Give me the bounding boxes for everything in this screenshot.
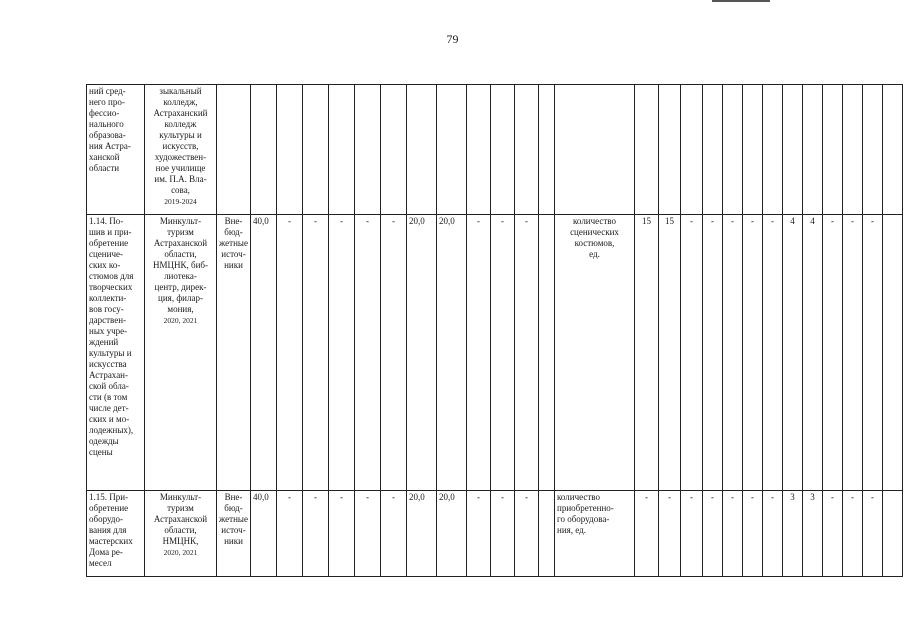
funding-value-cell: [303, 85, 329, 215]
funding-value-cell: [355, 85, 381, 215]
table-row: [87, 85, 903, 215]
funding-value-cell: [381, 85, 407, 215]
indicator-value-cell: -: [763, 491, 783, 577]
funding-value-cell: -: [491, 491, 515, 577]
funding-value-cell: -: [355, 215, 381, 491]
funding-value-cell: [277, 85, 303, 215]
measure-name: 1.14. По- шив и при- обретение сцениче- ских ко- стюмов для творческих коллекти- вов госу- дарствен- ных учре- ждений культуры и искусства Астрахан- ской обла- сти (в том числе дет- ских и мо- лодежных), одежды сцены: [89, 216, 134, 457]
indicator-value-cell: [681, 85, 703, 215]
funding-source-cell: [217, 85, 251, 215]
executor-text: Минкульт- туризм Астраханской области, НМЦНК, биб- лиотека- центр, дирек- ция, филар- мония,: [153, 216, 208, 314]
funding-value-cell: 20,0: [437, 491, 467, 577]
funding-value-cell: -: [329, 215, 355, 491]
executor-text: зыкальный колледж, Астраханский колледж культуры и искусств, художествен- ное училище им. П.А. Вла- сова,: [153, 86, 208, 195]
funding-value-cell: 20,0: [437, 215, 467, 491]
indicator-value-cell: [883, 215, 903, 491]
executor-years: 2019-2024: [164, 197, 197, 206]
indicator-cell: [555, 491, 635, 577]
executor-years: 2020, 2021: [163, 548, 198, 557]
funding-value-cell: -: [277, 491, 303, 577]
indicator-value-cell: -: [843, 215, 863, 491]
funding-value-cell: -: [329, 491, 355, 577]
indicator-value-cell: 15: [635, 215, 659, 491]
indicator-value-cell: [863, 85, 883, 215]
indicator-value-cell: -: [703, 215, 723, 491]
funding-value-cell: -: [381, 491, 407, 577]
measure-name-cell: [87, 491, 145, 577]
funding-value-cell: [515, 85, 539, 215]
funding-value-cell: [539, 491, 555, 577]
executor-text: Минкульт- туризм Астраханской области, НМЦНК,: [153, 492, 208, 546]
indicator-value-cell: 3: [783, 491, 803, 577]
indicator-value-cell: [803, 85, 823, 215]
indicator-value-cell: -: [863, 215, 883, 491]
indicator-value-cell: -: [743, 215, 763, 491]
funding-value-cell: -: [355, 491, 381, 577]
program-table: [86, 84, 903, 577]
page-number: 79: [446, 32, 459, 46]
funding-value-cell: -: [303, 215, 329, 491]
indicator-value-cell: -: [823, 491, 843, 577]
measure-name: ний сред- него про- фессио- нального образова- ния Астра- ханской области: [89, 86, 131, 173]
indicator-text: количество приобретенно- го оборудова- ния, ед.: [557, 492, 614, 535]
indicator-value-cell: -: [723, 491, 743, 577]
indicator-value-cell: [703, 85, 723, 215]
indicator-value-cell: -: [681, 215, 703, 491]
indicator-value-cell: [823, 85, 843, 215]
funding-value-cell: 20,0: [407, 491, 437, 577]
indicator-value-cell: 15: [659, 215, 681, 491]
funding-source-cell: [217, 491, 251, 577]
corner-mark: [712, 0, 770, 5]
funding-value-cell: -: [277, 215, 303, 491]
indicator-value-cell: [883, 85, 903, 215]
funding-value-cell: [407, 85, 437, 215]
measure-name-cell: [87, 215, 145, 491]
funding-value-cell: [539, 215, 555, 491]
funding-value-cell: 40,0: [251, 215, 277, 491]
funding-value-cell: -: [515, 215, 539, 491]
funding-value-cell: -: [303, 491, 329, 577]
indicator-value-cell: -: [681, 491, 703, 577]
funding-value-cell: 20,0: [407, 215, 437, 491]
indicator-value-cell: -: [863, 491, 883, 577]
executor-cell: [145, 215, 217, 491]
indicator-value-cell: [635, 85, 659, 215]
indicator-value-cell: [659, 85, 681, 215]
indicator-text: количество сценических костюмов, ед.: [570, 216, 619, 259]
indicator-value-cell: -: [743, 491, 763, 577]
funding-value-cell: [251, 85, 277, 215]
funding-source: Вне- бюд- жетные источ- ники: [219, 216, 248, 270]
funding-value-cell: [467, 85, 491, 215]
funding-value-cell: -: [491, 215, 515, 491]
funding-value-cell: [491, 85, 515, 215]
funding-source: Вне- бюд- жетные источ- ники: [219, 492, 248, 546]
executor-cell: [145, 85, 217, 215]
funding-value-cell: -: [467, 491, 491, 577]
indicator-value-cell: [883, 491, 903, 577]
indicator-value-cell: -: [659, 491, 681, 577]
funding-value-cell: [437, 85, 467, 215]
indicator-value-cell: -: [723, 215, 743, 491]
funding-value-cell: [329, 85, 355, 215]
funding-value-cell: -: [467, 215, 491, 491]
table-row: [87, 215, 903, 491]
funding-source-cell: [217, 215, 251, 491]
funding-value-cell: [539, 85, 555, 215]
executor-years: 2020, 2021: [163, 316, 198, 325]
indicator-value-cell: -: [703, 491, 723, 577]
indicator-value-cell: -: [823, 215, 843, 491]
indicator-value-cell: [843, 85, 863, 215]
funding-value-cell: -: [515, 491, 539, 577]
indicator-cell: [555, 215, 635, 491]
measure-name: 1.15. При- обретение оборудо- вания для мастерских Дома ре- месел: [89, 492, 133, 568]
indicator-value-cell: [763, 85, 783, 215]
indicator-value-cell: -: [843, 491, 863, 577]
indicator-value-cell: [743, 85, 763, 215]
funding-value-cell: -: [381, 215, 407, 491]
indicator-value-cell: 4: [803, 215, 823, 491]
indicator-value-cell: 3: [803, 491, 823, 577]
indicator-value-cell: -: [635, 491, 659, 577]
indicator-value-cell: -: [763, 215, 783, 491]
executor-cell: [145, 491, 217, 577]
indicator-cell: [555, 85, 635, 215]
indicator-value-cell: [723, 85, 743, 215]
indicator-value-cell: [783, 85, 803, 215]
indicator-value-cell: 4: [783, 215, 803, 491]
funding-value-cell: 40,0: [251, 491, 277, 577]
measure-name-cell: [87, 85, 145, 215]
table-row: [87, 491, 903, 577]
